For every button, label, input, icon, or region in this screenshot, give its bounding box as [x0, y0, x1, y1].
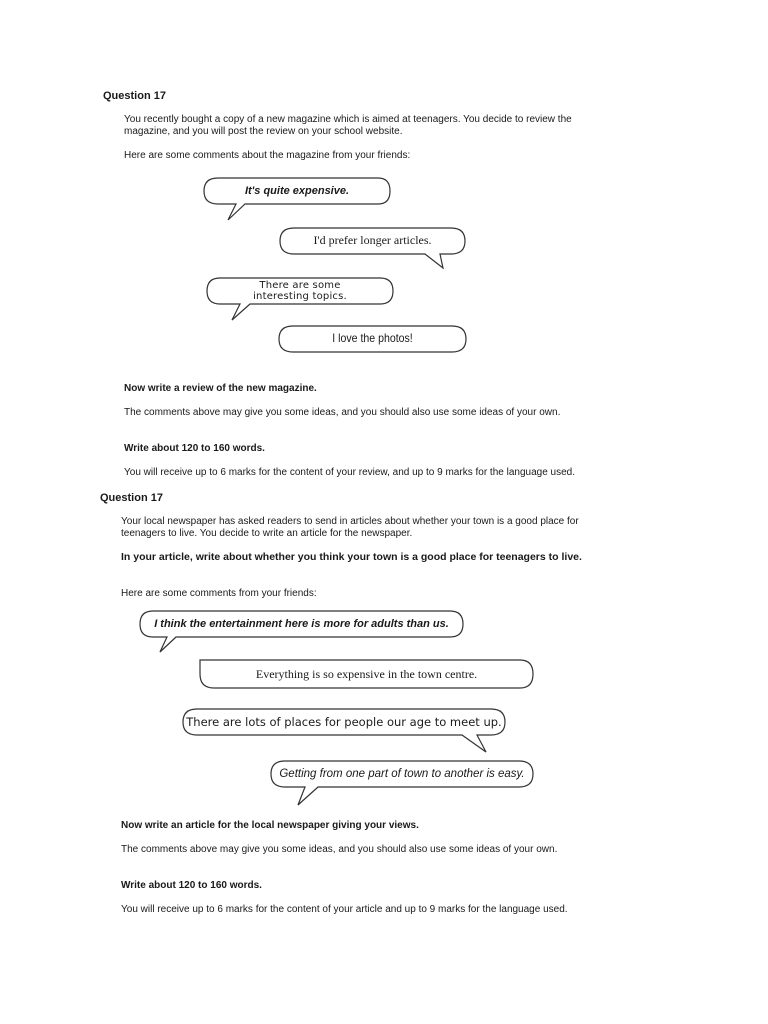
ideas-note: The comments above may give you some ideas, and you should also use some ideas of your own.: [124, 407, 561, 418]
question-intro: You recently bought a copy of a new magazine which is aimed at teenagers. You decide to review the magazine, and you will post the review on your school website.: [124, 114, 572, 137]
comment-bubble-text: There are lots of places for people our age to meet up.: [186, 715, 502, 729]
question-intro: Your local newspaper has asked readers to send in articles about whether your town is a good place for teenagers to live. You decide to write an article for the newspaper.: [121, 516, 579, 539]
question-title: Question 17: [100, 492, 163, 504]
marks-note: You will receive up to 6 marks for the content of your review, and up to 9 marks for the language used.: [124, 467, 575, 478]
task-instruction: Now write an article for the local newspaper giving your views.: [121, 820, 419, 831]
comments-intro: Here are some comments from your friends:: [121, 588, 317, 599]
comment-bubble-text: I love the photos!: [332, 331, 413, 345]
marks-note: You will receive up to 6 marks for the content of your article and up to 9 marks for the language used.: [121, 904, 568, 915]
comment-bubble-text: Getting from one part of town to another is easy.: [279, 768, 525, 780]
word-count: Write about 120 to 160 words.: [124, 443, 265, 454]
task-instruction: Now write a review of the new magazine.: [124, 383, 317, 394]
article-instruction: In your article, write about whether you think your town is a good place for teenagers to live.: [121, 551, 582, 563]
word-count: Write about 120 to 160 words.: [121, 880, 262, 891]
comment-bubble-text: Everything is so expensive in the town centre.: [255, 667, 478, 681]
comment-bubble-text: I'd prefer longer articles.: [313, 233, 432, 247]
comment-bubble-text: I think the entertainment here is more for adults than us.: [154, 618, 449, 630]
comments-intro: Here are some comments about the magazine from your friends:: [124, 150, 411, 161]
comment-bubble-text: It's quite expensive.: [244, 185, 350, 197]
question-title: Question 17: [103, 90, 166, 102]
comment-bubble-text: There are some interesting topics.: [253, 280, 347, 302]
ideas-note: The comments above may give you some ideas, and you should also use some ideas of your own.: [121, 844, 558, 855]
